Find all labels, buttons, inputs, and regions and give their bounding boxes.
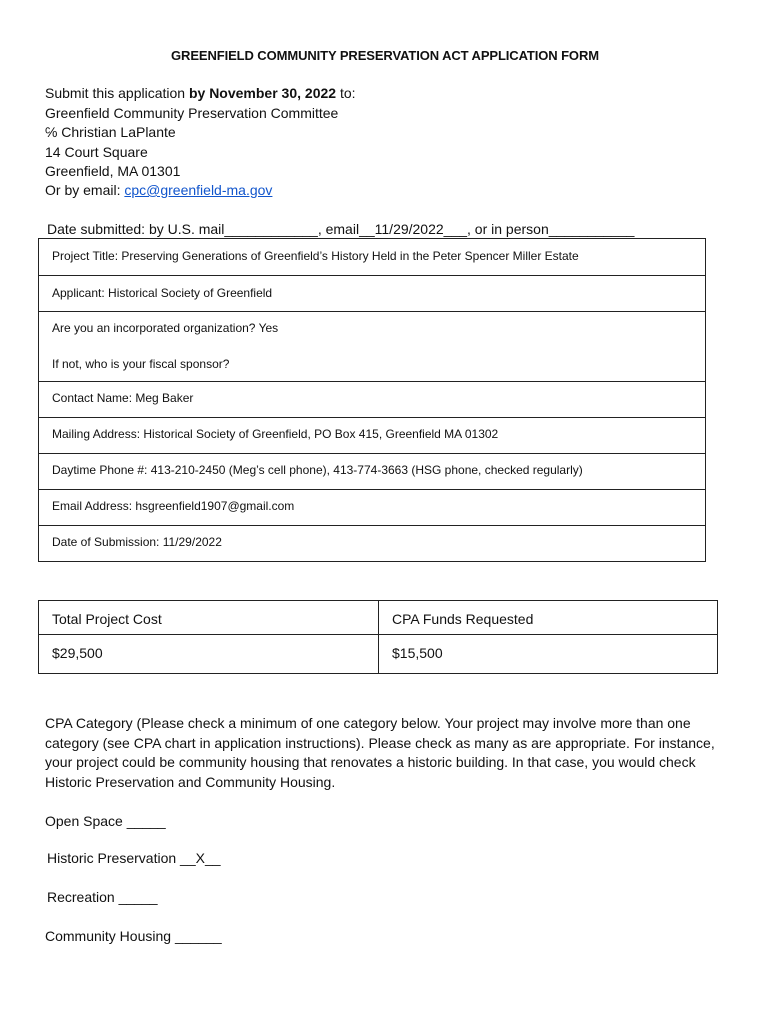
form-title: GREENFIELD COMMUNITY PRESERVATION ACT APPLICATION FORM: [171, 48, 599, 63]
recreation-option: Recreation _____: [47, 889, 158, 905]
email-link[interactable]: cpc@greenfield-ma.gov: [124, 182, 273, 198]
mailing-address-field: Mailing Address: Historical Society of Greenfield, PO Box 415, Greenfield MA 01302: [52, 427, 499, 441]
cost-table-header-rule: [39, 634, 717, 635]
date-submitted-line: Date submitted: by U.S. mail____________, email__11/29/2022___, or in person___________: [47, 221, 635, 237]
email-address-field: Email Address: hsgreenfield1907@gmail.com: [52, 499, 295, 513]
submit-suffix: to:: [336, 85, 356, 101]
cost-table-divider: [378, 601, 379, 673]
date-of-submission-field: Date of Submission: 11/29/2022: [52, 535, 222, 549]
submit-instruction: [45, 85, 356, 101]
address-line-care-of: ℅ Christian LaPlante: [45, 124, 176, 140]
cpa-funds-requested-header: CPA Funds Requested: [392, 611, 534, 627]
daytime-phone-field: Daytime Phone #: 413-210-2450 (Meg’s cell phone), 413-774-3663 (HSG phone, checked regularly): [52, 463, 583, 477]
submit-prefix: Submit this application: [45, 85, 189, 101]
address-line-committee: Greenfield Community Preservation Committee: [45, 105, 339, 121]
contact-name-field: Contact Name: Meg Baker: [52, 391, 194, 405]
table-row: [39, 381, 705, 418]
cpa-category-instructions: CPA Category (Please check a minimum of one category below. Your project may involve more than one category (see CPA chart in application instructions). Please check as many as are appropriate. For instance, your project could be community housing that renovates a historic building. In that case, you would check Historic Preservation and Community Housing.: [45, 715, 715, 790]
table-row: [39, 453, 705, 490]
applicant-details-table: [38, 238, 706, 562]
incorporated-field: Are you an incorporated organization? Yes: [52, 321, 279, 335]
table-row: [39, 239, 705, 275]
community-housing-option: Community Housing ______: [45, 928, 222, 944]
table-row: [39, 489, 705, 526]
table-row: [39, 417, 705, 454]
table-row: [39, 275, 705, 312]
fiscal-sponsor-field: If not, who is your fiscal sponsor?: [52, 357, 230, 371]
historic-preservation-option: Historic Preservation __X__: [47, 850, 221, 866]
applicant-field: Applicant: Historical Society of Greenfield: [52, 286, 273, 300]
address-line-street: 14 Court Square: [45, 144, 148, 160]
project-title-field: Project Title: Preserving Generations of Greenfield’s History Held in the Peter Spencer Miller Estate: [52, 249, 579, 263]
email-instruction: [45, 182, 272, 198]
email-prefix: Or by email:: [45, 182, 125, 198]
cpa-funds-requested-value: $15,500: [392, 645, 443, 661]
cost-table: [38, 600, 718, 674]
table-row: [39, 525, 705, 562]
open-space-option: Open Space _____: [45, 813, 166, 829]
table-row: [39, 311, 705, 382]
total-project-cost-value: $29,500: [52, 645, 103, 661]
total-project-cost-header: Total Project Cost: [52, 611, 162, 627]
submit-deadline: by November 30, 2022: [188, 85, 337, 101]
address-line-city: Greenfield, MA 01301: [45, 163, 181, 179]
